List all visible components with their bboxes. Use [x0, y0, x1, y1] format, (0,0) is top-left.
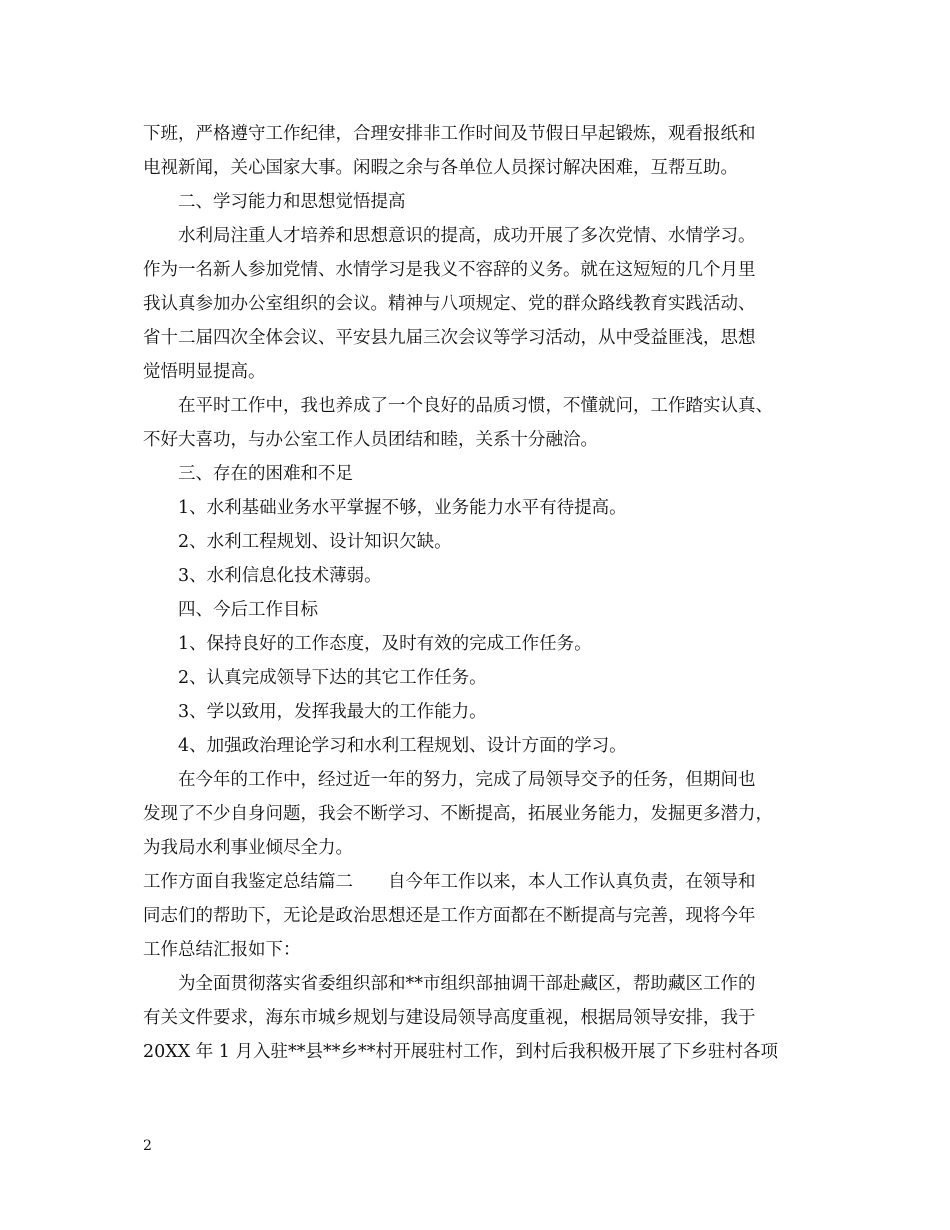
text-line: 我认真参加办公室组织的会议。精神与八项规定、党的群众路线教育实践活动、: [143, 294, 756, 314]
list-item: 1、水利基础业务水平掌握不够，业务能力水平有待提高。: [178, 498, 627, 518]
list-item: 3、水利信息化技术薄弱。: [178, 566, 382, 586]
list-item: 4、加强政治理论学习和水利工程规划、设计方面的学习。: [178, 736, 627, 756]
section-heading: 三、存在的困难和不足: [178, 464, 353, 484]
text-line: 在今年的工作中，经过近一年的努力，完成了局领导交予的任务，但期间也: [178, 770, 756, 790]
text-line: 不好大喜功，与办公室工作人员团结和睦，关系十分融洽。: [143, 430, 598, 450]
list-item: 1、保持良好的工作态度，及时有效的完成工作任务。: [178, 634, 592, 654]
text-line: 为全面贯彻落实省委组织部和**市组织部抽调干部赴藏区，帮助藏区工作的: [178, 974, 756, 994]
text-line: 水利局注重人才培养和思想意识的提高，成功开展了多次党情、水情学习。: [178, 226, 756, 246]
list-item: 2、认真完成领导下达的其它工作任务。: [178, 668, 487, 688]
text-line: 在平时工作中，我也养成了一个良好的品质习惯，不懂就问，工作踏实认真、: [178, 396, 773, 416]
text-line: 作为一名新人参加党情、水情学习是我义不容辞的义务。就在这短短的几个月里: [143, 260, 756, 280]
text-line: 电视新闻，关心国家大事。闲暇之余与各单位人员探讨解决困难，互帮互助。: [143, 158, 738, 178]
text-line: 省十二届四次全体会议、平安县九届三次会议等学习活动，从中受益匪浅，思想: [143, 328, 756, 348]
text-line: 同志们的帮助下，无论是政治思想还是工作方面都在不断提高与完善，现将今年: [143, 906, 756, 926]
text-line: 为我局水利事业倾尽全力。: [143, 838, 353, 858]
section-heading: 四、今后工作目标: [178, 600, 318, 620]
page-number: 2: [143, 1138, 152, 1154]
text-line: 觉悟明显提高。: [143, 362, 266, 382]
text-line: 下班，严格遵守工作纪律，合理安排非工作时间及节假日早起锻炼，观看报纸和: [143, 124, 756, 144]
section-heading: 二、学习能力和思想觉悟提高: [178, 192, 406, 212]
text-line: 20XX 年 1 月入驻**县**乡**村开展驻村工作，到村后我积极开展了下乡驻村各项: [143, 1042, 779, 1062]
list-item: 3、学以致用，发挥我最大的工作能力。: [178, 702, 487, 722]
text-line: 工作方面自我鉴定总结篇二 自今年工作以来，本人工作认真负责，在领导和: [143, 872, 756, 892]
document-body: [143, 117, 823, 1069]
text-line: 工作总结汇报如下：: [143, 940, 301, 960]
text-line: 发现了不少自身问题，我会不断学习、不断提高，拓展业务能力，发掘更多潜力，: [143, 804, 773, 824]
list-item: 2、水利工程规划、设计知识欠缺。: [178, 532, 452, 552]
text-line: 有关文件要求，海东市城乡规划与建设局领导高度重视，根据局领导安排，我于: [143, 1008, 756, 1028]
